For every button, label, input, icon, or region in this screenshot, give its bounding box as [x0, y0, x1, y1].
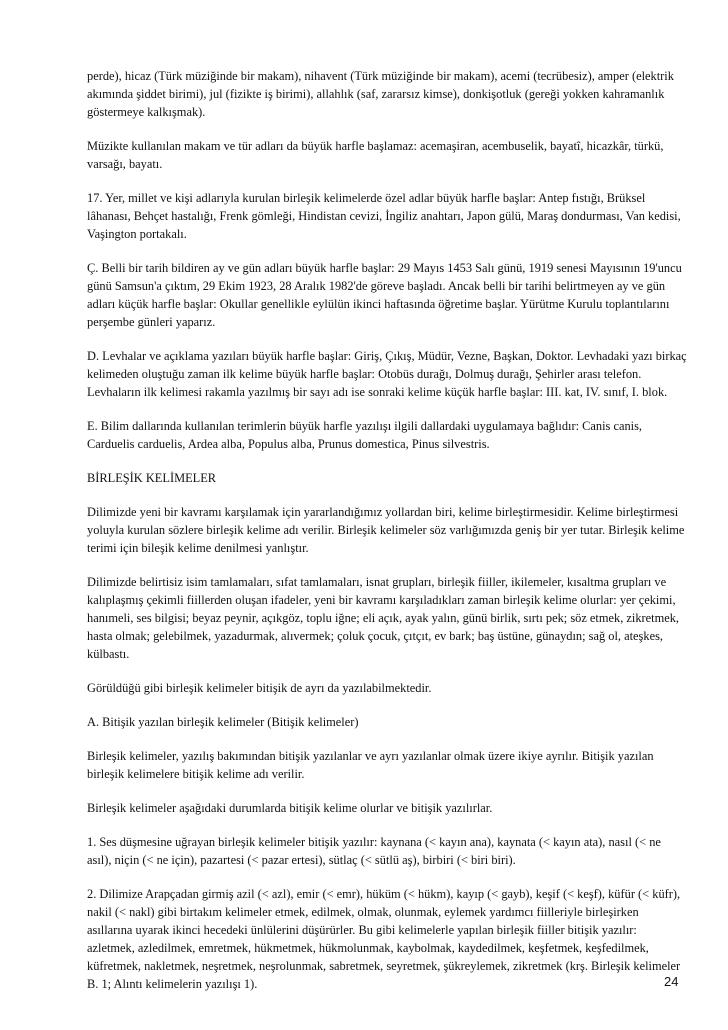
paragraph-rule-17: 17. Yer, millet ve kişi adlarıyla kurulan birleşik kelimelerde özel adlar büyük harfle başlar: Antep fıstığı, Brüksel lâhanası, Behçet hastalığı, Frenk gömleği, Hindistan cevizi, İngiliz anahtarı, Japon gülü, Maraş dondurması, Van kedisi, Vaşington portakalı. [87, 191, 681, 241]
paragraph-rule-2-arabic-loans: 2. Dilimize Arapçadan girmiş azil (< azl), emir (< emr), hüküm (< hükm), kayıp (< gayb), keşif (< keşf), küfür (< küfr), nakil (< nakl) gibi birtakım kelimeler etmek, edilmek, olmak, olunmak, eylemek yardımcı fiilleriyle birleşirken asıllarına uyarak ikinci hecedeki ünlülerini düşürürler. Bu gibi kelimelerle yapılan birleşik fiiller bitişik yazılır: azletmek, azledilmek, emretmek, hükmetmek, hükmolunmak, kaybolmak, kaydedilmek, keşfetmek, keşfedilmek, küfretmek, nakletmek, neşretmek, neşrolunmak, sabretmek, seyretmek, şükreylemek, zikretmek (krş. Birleşik kelimeler B. 1; Alıntı kelimelerin yazılışı 1). [87, 887, 681, 991]
section-heading-compound-words: BİRLEŞİK KELİMELER [87, 471, 217, 485]
paragraph-rule-c-dates: Ç. Belli bir tarih bildiren ay ve gün adları büyük harfle başlar: 29 Mayıs 1453 Salı günü, 1919 senesi Mayısının 19'uncu günü Samsun'a çıktım, 29 Ekim 1923, 28 Aralık 1982'de göreve başladı. Ancak belli bir tarihi belirtmeyen ay ve gün adları küçük harfle başlar: Okullar genellikle eylülün ikinci haftasında öğretime başlar. Yürütme Kurulu toplantılarını perşembe günleri yaparız. [87, 261, 682, 329]
paragraph-rule-1-sound-loss: 1. Ses düşmesine uğrayan birleşik kelimeler bitişik yazılır: kaynana (< kayın ana), kaynata (< kayın ata), nasıl (< ne asıl), niçin (< ne için), pazartesi (< pazar ertesi), sütlaç (< sütlü aş), birbiri (< biri biri). [87, 835, 661, 867]
page-number: 24 [664, 974, 679, 989]
paragraph-joined-cases-intro: Birleşik kelimeler aşağıdaki durumlarda bitişik kelime olurlar ve bitişik yazılırlar. [87, 801, 493, 815]
paragraph-joined-definition: Birleşik kelimeler, yazılış bakımından bitişik yazılanlar ve ayrı yazılanlar olmak üzere ikiye ayrılır. Bitişik yazılan birleşik kelimelere bitişik kelime adı verilir. [87, 749, 654, 781]
paragraph-rule-e-science: E. Bilim dallarında kullanılan terimlerin büyük harfle yazılışı ilgili dallardaki uygulamaya bağlıdır: Canis canis, Carduelis carduelis, Ardea alba, Populus alba, Prunus domestica, Pinus silvestris. [87, 419, 643, 451]
subheading-joined-compounds: A. Bitişik yazılan birleşik kelimeler (Bitişik kelimeler) [87, 715, 359, 729]
paragraph-music-terms-continued: perde), hicaz (Türk müziğinde bir makam), nihavent (Türk müziğinde bir makam), acemi (tecrübesiz), amper (elektrik akımında şiddet birimi), jul (fizikte iş birimi), allahlık (saf, zararsız kimse), donkişotluk (gereği yokken kahramanlık göstermeye kalkışmak). [87, 69, 674, 119]
document-body [87, 67, 687, 1009]
paragraph-music-genres: Müzikte kullanılan makam ve tür adları da büyük harfle başlamaz: acemaşiran, acembuselik, bayatî, hicazkâr, türkü, varsağı, bayatı. [87, 139, 664, 171]
paragraph-written-joined-or-separate: Görüldüğü gibi birleşik kelimeler bitişik de ayrı da yazılabilmektedir. [87, 681, 432, 695]
paragraph-rule-d-signs: D. Levhalar ve açıklama yazıları büyük harfle başlar: Giriş, Çıkış, Müdür, Vezne, Başkan, Doktor. Levhadaki yazı birkaç kelimeden oluştuğu zaman ilk kelime büyük harfle başlar: Otobüs durağı, Dolmuş durağı, Şehirler arası telefon. Levhaların ilk kelimesi rakamla yazılmış bir sayı adı ise sonraki kelime küçük harfle başlar: III. kat, IV. sınıf, I. blok. [87, 349, 687, 399]
paragraph-compound-types: Dilimizde belirtisiz isim tamlamaları, sıfat tamlamaları, isnat grupları, birleşik fiiller, ikilemeler, kısaltma grupları ve kalıplaşmış çekimli fiillerden oluşan ifadeler, yeni bir kavramı karşıladıkları zaman birleşik kelime olurlar: yer çekimi, hanımeli, ses bilgisi; beyaz peynir, açıkgöz, toplu iğne; eli açık, ayak yalın, günü birlik, sırtı pek; söz etmek, zikretmek, hasta olmak; gelebilmek, yazadurmak, alıvermek; çoluk çocuk, çıtçıt, ev bark; baş üstüne, günaydın; sağ ol, ateşkes, külbastı. [87, 575, 680, 661]
paragraph-compound-intro: Dilimizde yeni bir kavramı karşılamak için yararlandığımız yollardan biri, kelime birleştirmesidir. Kelime birleştirmesi yoluyla kurulan sözlere birleşik kelime adı verilir. Birleşik kelimeler söz varlığımızda geniş bir yer tutar. Birleşik kelime terimi için bileşik kelime denilmesi yanlıştır. [87, 505, 685, 555]
